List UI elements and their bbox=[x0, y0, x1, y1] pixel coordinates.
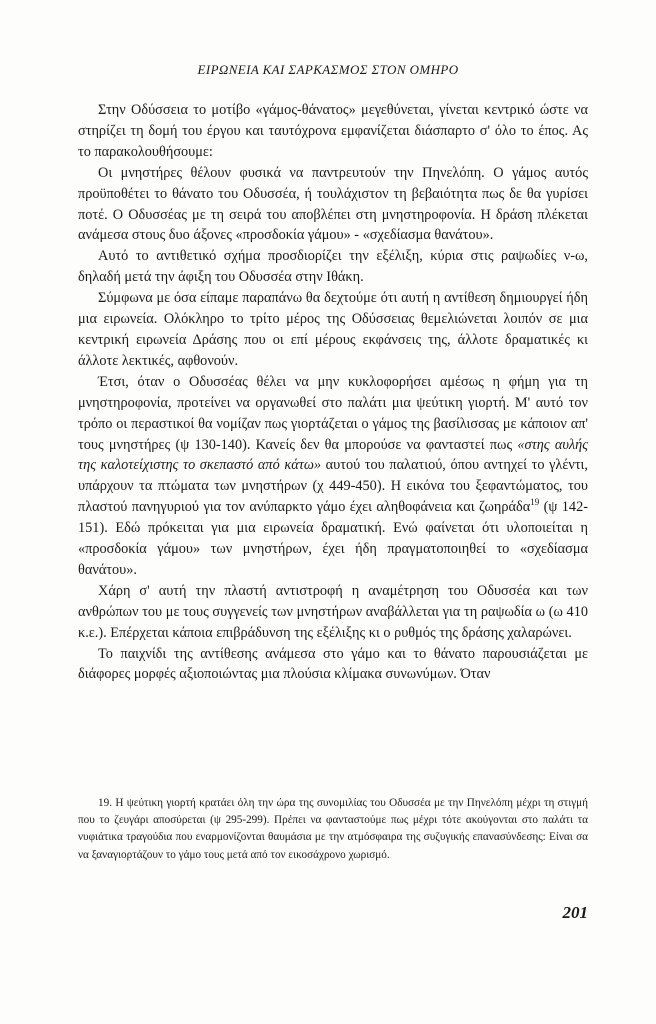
page-number: 201 bbox=[562, 903, 588, 922]
footnotes bbox=[78, 795, 588, 864]
paragraph-6: Χάρη σ' αυτή την πλαστή αντιστροφή η αναμέτρηση του Οδυσσέα και των ανθρώπων του με τους συγγενείς των μνηστήρων αναβάλλεται για τη ραψωδία ω (ω 410 κ.ε.). Επέρχεται κάποια επιβράδυνση της εξέλιξης κι ο ρυθμός της δράσης χαλαρώνει. bbox=[78, 582, 588, 641]
paragraph-5-text-c: (ψ 142-151). Εδώ πρόκειται για μια ειρωνεία δραματική. Ενώ φαίνεται ότι υλοποιείται η «προσδοκία γάμου» των μνηστήρων, έχει ήδη πραγματοποιηθεί το «σχεδίασμα θανάτου». bbox=[78, 499, 588, 578]
paragraph-3: Αυτό το αντιθετικό σχήμα προσδιορίζει την εξέλιξη, κύρια στις ραψωδίες ν-ω, δηλαδή μετά την άφιξη του Οδυσσέα στην Ιθάκη. bbox=[78, 248, 588, 286]
paragraph-5-text-b: αυτού του παλατιού, όπου αντηχεί το γλέντι, υπάρχουν τα πτώματα των μνηστήρων (χ 449-450). Η εικόνα του ξεφαντώματος, του πλαστού πανηγυριού για τον ανύπαρκτο γάμο έχει αληθοφάνεια και ζωηράδα bbox=[78, 457, 588, 516]
paragraph-1: Στην Οδύσσεια το μοτίβο «γάμος-θάνατος» μεγεθύνεται, γίνεται κεντρικό ώστε να στηρίζει τη δομή του έργου και ταυτόχρονα εμφανίζεται διάσπαρτο σ' όλο το έπος. Ας το παρακολουθήσουμε: bbox=[78, 102, 588, 160]
paragraph-2: Οι μνηστήρες θέλουν φυσικά να παντρευτούν την Πηνελόπη. Ο γάμος αυτός προϋποθέτει το θάνατο του Οδυσσέα, ή τουλάχιστον τη βεβαιότητα πως δε θα γυρίσει ποτέ. Ο Οδυσσέας με τη σειρά του αποβλέπει στη μνηστηροφονία. Η δράση πλέκεται ανάμεσα στους δυο άξονες «προσδοκία γάμου» - «σχεδίασμα θανάτου». bbox=[78, 164, 588, 244]
paragraph-5-text-a: Έτσι, όταν ο Οδυσσέας θέλει να μην κυκλοφορήσει αμέσως η φήμη για τη μνηστηροφονία, προτείνει να οργανωθεί στο παλάτι μια ψεύτικη γιορτή. Μ' αυτό τον τρόπο οι περαστικοί θα νομίζαν πως γιορτάζεται ο γάμος της βασίλισσας με κάποιον απ' τους μνηστήρες (ψ 130-140). Κανείς δεν θα μπορούσε να φανταστεί πως bbox=[78, 373, 588, 453]
body-text bbox=[78, 100, 588, 685]
paragraph-5 bbox=[78, 372, 588, 581]
paragraph-4: Σύμφωνα με όσα είπαμε παραπάνω θα δεχτούμε ότι αυτή η αντίθεση δημιουργεί ήδη μια ειρωνεία. Ολόκληρο το τρίτο μέρος της Οδύσσειας θεμελιώνεται λοιπόν σε μια κεντρική ειρωνεία Δράσης που οι επί μέρους εκφάνσεις της, άλλοτε δραματικές κι άλλοτε λεκτικές, αφθονούν. bbox=[78, 290, 588, 369]
running-head: ΕΙΡΩΝΕΙΑ ΚΑΙ ΣΑΡΚΑΣΜΟΣ ΣΤΟΝ ΟΜΗΡΟ bbox=[197, 62, 459, 77]
footnote-reference: 19 bbox=[530, 497, 540, 508]
paragraph-7: Το παιχνίδι της αντίθεσης ανάμεσα στο γάμο και το θάνατο παρουσιάζεται με διάφορες μορφές αξιοποιώντας μια πλούσια κλίμακα συνωνύμων. Όταν bbox=[78, 645, 588, 683]
paragraph-5-quote: «στης αυλής της καλοτείχιστης το σκεπαστό από κάτω» bbox=[78, 436, 588, 474]
footnote-19: 19. Η ψεύτικη γιορτή κρατάει όλη την ώρα της συνομιλίας του Οδυσσέα με την Πηνελόπη μέχρι τη στιγμή που το ζευγάρι αποσύρεται (ψ 295-299). Πρέπει να φανταστούμε πως μέχρι τότε ακούγονται στο παλάτι τα νυφιάτικα τραγούδια που εναρμονίζονται θαυμάσια με την ατμόσφαιρα της συζυγικής επανασύνδεσης: Είναι σα να ξαναγιορτάζουν το γάμο τους μετά από τον εικοσάχρονο χωρισμό. bbox=[78, 797, 588, 861]
